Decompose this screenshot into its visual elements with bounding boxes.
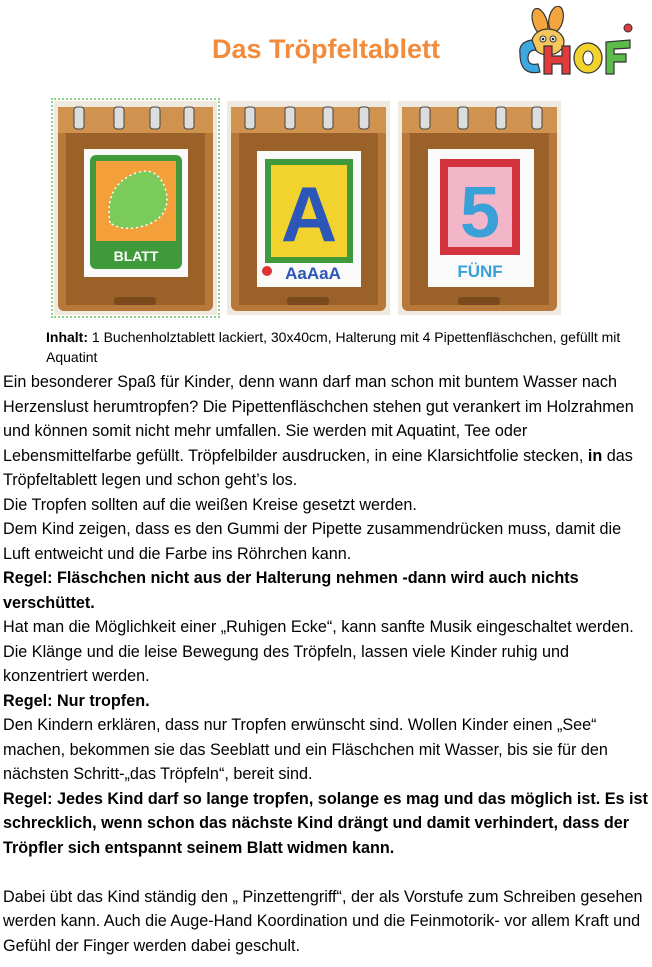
leaf-card-word: BLATT bbox=[113, 248, 159, 264]
paragraph-lake: Den Kindern erklären, dass nur Tropfen erwünscht sind. Wollen Kinder einen „See“ machen, bekommen sie das Seeblatt und ein Fläschchen mit Wasser, bis sie für den nächsten Schritt-„das Tröpfeln“, bereit sind. bbox=[3, 716, 608, 783]
rule-only-drops: Regel: Nur tropfen. bbox=[3, 691, 150, 710]
caption-label: Inhalt: bbox=[46, 329, 88, 345]
rule-bottles: Regel: Fläschchen nicht aus der Halterung nehmen -dann wird auch nichts verschüttet. bbox=[3, 569, 579, 612]
paragraph-intro-bold: in bbox=[587, 446, 603, 465]
photo-number-tray bbox=[398, 101, 561, 315]
rule-time: Regel: Jedes Kind darf so lange tropfen, solange es mag und das möglich ist. Es ist schrecklich, wenn schon das nächste Kind drängt und damit verhindert, dass der Tröpfler sich entspannt seinem Blatt widmen kann. bbox=[3, 789, 648, 857]
paragraph-drops: Die Tropfen sollten auf die weißen Kreise gesetzt werden. bbox=[3, 495, 417, 514]
paragraph-grip: Dabei übt das Kind ständig den „ Pinzettengriff“, der als Vorstufe zum Schreiben gesehen werden kann. Auch die Auge-Hand Koordination und die Feinmotorik- vor allem Kraft und Gefühl der Finger werden dabei geschult. bbox=[3, 887, 643, 955]
letter-card-word: AaAaA bbox=[285, 264, 341, 283]
photo-leaf-tray bbox=[54, 101, 217, 315]
number-card-word: FÜNF bbox=[457, 262, 503, 281]
paragraph-intro-end: das Tröpfeltablett legen und schon geht’s los. bbox=[3, 446, 633, 489]
page-title: Das Tröpfeltablett bbox=[211, 34, 441, 64]
paragraph-gap bbox=[3, 860, 649, 885]
paragraph-pipette: Dem Kind zeigen, dass es den Gummi der Pipette zusammendrücken muss, damit die Luft entweicht und die Farbe ins Röhrchen kann. bbox=[3, 520, 622, 563]
number-card-digit: 5 bbox=[459, 173, 501, 253]
paragraph-intro bbox=[3, 370, 649, 493]
letter-card-letter: A bbox=[280, 170, 338, 258]
photo-caption bbox=[46, 327, 646, 367]
article-body bbox=[3, 370, 649, 958]
photo-letter-tray bbox=[227, 101, 390, 315]
caption-text: 1 Buchenholztablett lackiert, 30x40cm, Halterung mit 4 Pipettenfläschchen, gefüllt mit Aquatint bbox=[46, 329, 621, 365]
paragraph-intro-text: Ein besonderer Spaß für Kinder, denn wann darf man schon mit buntem Wasser nach Herzenslust herumtropfen? Die Pipettenfläschchen stehen gut verankert im Holzrahmen und können somit nicht mehr umfallen. Sie werden mit Aquatint, Tee oder Lebensmittelfarbe gefüllt. Tröpfelbilder ausdrucken, in eine Klarsichtfolie stecken, bbox=[3, 373, 634, 465]
paragraph-music: Hat man die Möglichkeit einer „Ruhigen Ecke“, kann sanfte Musik eingeschaltet werden. Die Klänge und die leise Bewegung des Tröpfeln, lassen viele Kinder ruhig und konzentriert werden. bbox=[3, 618, 634, 685]
chof-logo bbox=[518, 6, 634, 78]
